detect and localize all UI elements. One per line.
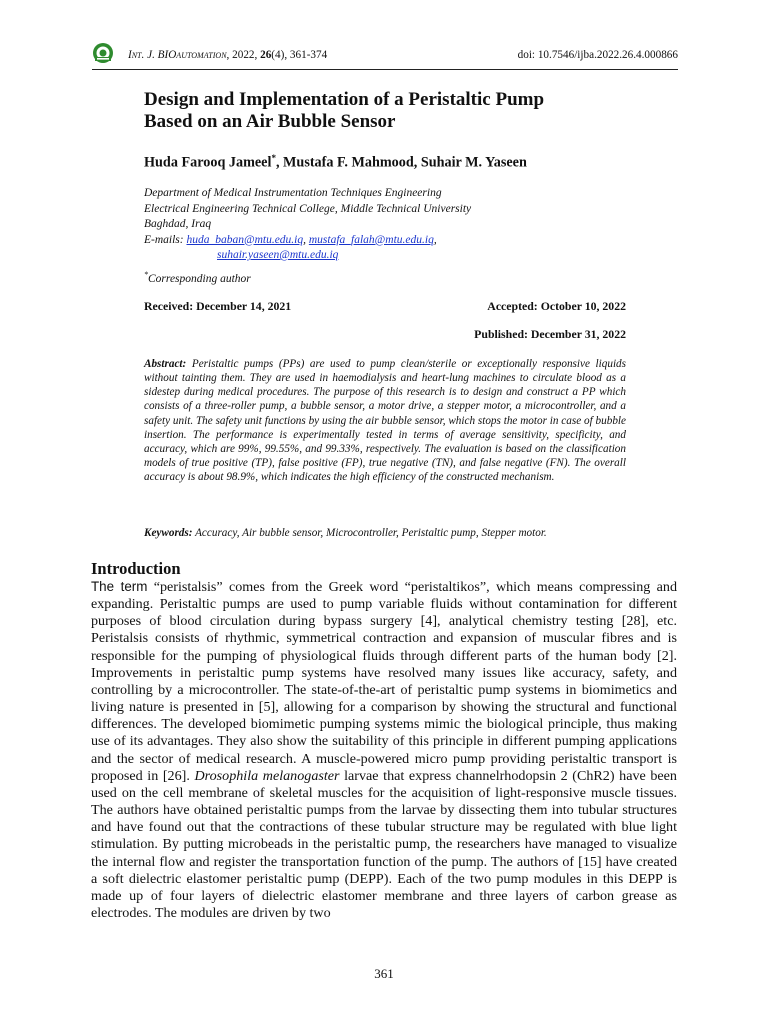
corresponding-note-text: Corresponding author (148, 272, 251, 285)
paper-title (144, 89, 626, 133)
affiliation-line-3: Baghdad, Iraq (144, 218, 212, 230)
keywords-label: Keywords: (144, 527, 193, 539)
abstract-label: Abstract: (144, 358, 187, 370)
abstract (144, 357, 626, 484)
corresponding-mark: * (271, 153, 276, 163)
intro-text-2: larvae that express channelrhodopsin 2 (ChR2) have been used on the cell membrane of skeletal muscles for the acquisition of light-responsive muscle tissues. The authors have obtained peristaltic pumps from the larvae by dissecting them into tubular structures and have found out that the contractions of these tubular structure may be regulated with blue light stimulation. By putting microbeads in the peristaltic pump, the researchers have managed to visualize the internal flow and register the transportation function of the pump. The authors of [15] have created a soft dielectric elastomer peristaltic pump (DEPP). Each of the two pump modules in this DEPP is made up of four layers of dielectric elastomer membrane and three layers of carbon grease as electrodes. The modules are driven by two (91, 767, 677, 921)
keywords-text: Accuracy, Air bubble sensor, Microcontroller, Peristaltic pump, Stepper motor. (195, 527, 547, 539)
species-name: Drosophila melanogaster (194, 767, 340, 784)
journal-logo-icon (92, 42, 114, 64)
section-heading-introduction: Introduction (91, 559, 181, 578)
page-number: 361 (374, 966, 394, 981)
affiliation-block (144, 186, 626, 264)
corresponding-author-note (144, 270, 626, 285)
author-1: Huda Farooq Jameel (144, 154, 272, 171)
doi-text[interactable]: doi: 10.7546/ijba.2022.26.4.000866 (517, 49, 678, 61)
corresponding-note-mark: * (144, 270, 148, 279)
email-link-1[interactable]: huda_baban@mtu.edu.iq (186, 233, 304, 246)
keywords (144, 527, 626, 539)
received-date: Received: December 14, 2021 (144, 299, 292, 313)
abstract-text: Peristaltic pumps (PPs) are used to pump clean/sterile or exceptionally responsive liquids without tainting them. They are used in haemodialysis and heart-lung machines to circulate blood as a sidestep during medical procedures. The purpose of this research is to design and construct a PP which consists of a three-roller pump, a bubble sensor, a motor drive, a stepper motor, a microcontroller, and a safety unit. The safety unit functions by using the air bubble sensor, which stops the motor in case of bubble insertion. The performance is experimentally tested in terms of average sensitivity, specificity, and accuracy, which are 99%, 99.55%, and 99.33%, respectively. The evaluation is based on the classification models of true positive (TP), false positive (FP), true negative (TN), and false negative (FN). The overall accuracy is about 98.9%, which indicates the high efficiency of the constructed mechanism. (144, 358, 626, 484)
emails-line: E-mails: huda_baban@mtu.edu.iq, mustafa_falah@mtu.edu.iq, (144, 233, 437, 246)
title-line-2: Based on an Air Bubble Sensor (144, 111, 396, 132)
title-line-1: Design and Implementation of a Peristaltic Pump (144, 89, 545, 110)
email-link-2[interactable]: mustafa_falah@mtu.edu.iq (308, 233, 434, 246)
emails-label: E-mails: (144, 233, 187, 246)
other-authors: , Mustafa F. Mahmood, Suhair M. Yaseen (275, 154, 527, 171)
accepted-date: Accepted: October 10, 2022 (487, 299, 626, 313)
intro-term: The term (91, 579, 148, 594)
affiliation-line-2: Electrical Engineering Technical College, Middle Technical University (144, 202, 472, 215)
email-link-3[interactable]: suhair.yaseen@mtu.edu.iq (217, 249, 339, 261)
emails-line-2 (144, 248, 626, 264)
journal-abbrev: Int. J. BIOautomation (128, 49, 227, 61)
journal-year: , 2022, (226, 49, 261, 61)
introduction-body (91, 578, 677, 922)
affiliation-line-1: Department of Medical Instrumentation Techniques Engineering (144, 187, 442, 199)
author-list (144, 153, 626, 172)
intro-text-1: “peristalsis” comes from the Greek word “peristaltikos”, which means compressing and expanding. Peristaltic pumps are used to pump variable fluids without contamination for different purposes of blood circulation during bypass surgery [4], analytical chemistry testing [28], etc. Peristalsis consists of rhythmic, symmetrical contraction and expansion of muscular fibres and is responsible for the pumping of physiological fluids through different parts of the human body [2]. Improvements in peristaltic pump systems have resolved many issues like accuracy, safety, and controlling by a microcontroller. The state-of-the-art of peristaltic pump systems in biomimetics and living nature is presented in [5], allowing for a comparison by showing the structural and functional differences. The developed biomimetic pumping systems mimic the biological principle, thus making use of its advantages. They also show the suitability of this principle in different pumping applications and the sector of medical research. A muscle-powered micro pump providing peristaltic transport is proposed in [26]. (91, 579, 678, 784)
journal-volume: 26 (260, 49, 272, 61)
running-header (92, 42, 678, 68)
header-rule (92, 69, 678, 70)
journal-issue-pages: (4), 361-374 (271, 49, 328, 61)
published-date: Published: December 31, 2022 (474, 327, 626, 341)
journal-citation (128, 49, 327, 61)
